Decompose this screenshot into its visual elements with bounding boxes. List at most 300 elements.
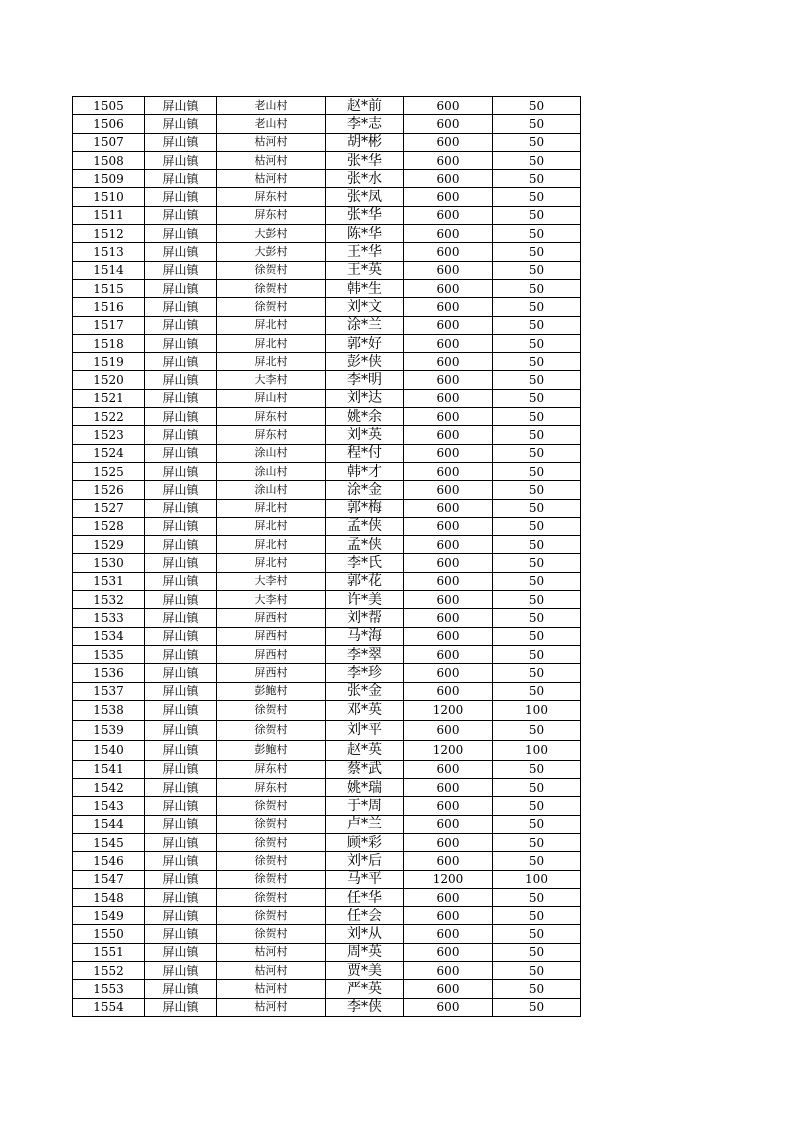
town-cell: 屏山镇 <box>145 700 217 720</box>
id-cell: 1533 <box>73 609 145 627</box>
village-cell: 徐贺村 <box>217 852 326 870</box>
village-cell: 枯河村 <box>217 962 326 980</box>
amount-cell: 600 <box>404 797 493 815</box>
table-row <box>73 426 581 444</box>
id-cell: 1541 <box>73 760 145 778</box>
village-cell: 屏东村 <box>217 206 326 224</box>
subsidy-cell: 50 <box>493 97 581 115</box>
subsidy-cell: 50 <box>493 115 581 133</box>
name-cell: 李*翠 <box>326 645 404 663</box>
id-cell: 1509 <box>73 170 145 188</box>
village-cell: 屏东村 <box>217 760 326 778</box>
village-cell: 徐贺村 <box>217 925 326 943</box>
town-cell: 屏山镇 <box>145 779 217 797</box>
table-row <box>73 700 581 720</box>
village-cell: 涂山村 <box>217 462 326 480</box>
table-row <box>73 334 581 352</box>
table-row <box>73 536 581 554</box>
village-cell: 枯河村 <box>217 170 326 188</box>
name-cell: 刘*文 <box>326 298 404 316</box>
subsidy-cell: 50 <box>493 852 581 870</box>
id-cell: 1526 <box>73 481 145 499</box>
table-row <box>73 353 581 371</box>
id-cell: 1517 <box>73 316 145 334</box>
name-cell: 任*华 <box>326 888 404 906</box>
town-cell: 屏山镇 <box>145 225 217 243</box>
name-cell: 任*会 <box>326 907 404 925</box>
table-row <box>73 925 581 943</box>
table-row <box>73 225 581 243</box>
name-cell: 刘*从 <box>326 925 404 943</box>
town-cell: 屏山镇 <box>145 298 217 316</box>
village-cell: 屏西村 <box>217 609 326 627</box>
name-cell: 王*英 <box>326 261 404 279</box>
subsidy-cell: 50 <box>493 353 581 371</box>
amount-cell: 600 <box>404 682 493 700</box>
id-cell: 1553 <box>73 980 145 998</box>
village-cell: 大李村 <box>217 591 326 609</box>
town-cell: 屏山镇 <box>145 591 217 609</box>
village-cell: 屏北村 <box>217 554 326 572</box>
name-cell: 郭*梅 <box>326 499 404 517</box>
subsidy-cell: 50 <box>493 133 581 151</box>
village-cell: 屏东村 <box>217 408 326 426</box>
amount-cell: 600 <box>404 188 493 206</box>
village-cell: 彭鲍村 <box>217 682 326 700</box>
subsidy-cell: 100 <box>493 740 581 760</box>
amount-cell: 600 <box>404 925 493 943</box>
table-row <box>73 206 581 224</box>
table-row <box>73 980 581 998</box>
amount-cell: 600 <box>404 316 493 334</box>
id-cell: 1542 <box>73 779 145 797</box>
id-cell: 1521 <box>73 389 145 407</box>
subsidy-cell: 50 <box>493 170 581 188</box>
amount-cell: 600 <box>404 261 493 279</box>
id-cell: 1506 <box>73 115 145 133</box>
subsidy-cell: 50 <box>493 536 581 554</box>
name-cell: 顾*彩 <box>326 833 404 851</box>
amount-cell: 600 <box>404 225 493 243</box>
town-cell: 屏山镇 <box>145 852 217 870</box>
village-cell: 屏北村 <box>217 316 326 334</box>
table-row <box>73 870 581 888</box>
amount-cell: 600 <box>404 980 493 998</box>
town-cell: 屏山镇 <box>145 907 217 925</box>
table-row <box>73 998 581 1016</box>
id-cell: 1515 <box>73 279 145 297</box>
name-cell: 李*明 <box>326 371 404 389</box>
village-cell: 大李村 <box>217 371 326 389</box>
table-row <box>73 664 581 682</box>
town-cell: 屏山镇 <box>145 554 217 572</box>
amount-cell: 600 <box>404 170 493 188</box>
village-cell: 老山村 <box>217 115 326 133</box>
village-cell: 老山村 <box>217 97 326 115</box>
name-cell: 贾*美 <box>326 962 404 980</box>
table-row <box>73 720 581 740</box>
village-cell: 屏北村 <box>217 334 326 352</box>
town-cell: 屏山镇 <box>145 962 217 980</box>
village-cell: 涂山村 <box>217 444 326 462</box>
village-cell: 徐贺村 <box>217 261 326 279</box>
town-cell: 屏山镇 <box>145 151 217 169</box>
id-cell: 1524 <box>73 444 145 462</box>
amount-cell: 600 <box>404 572 493 590</box>
id-cell: 1518 <box>73 334 145 352</box>
name-cell: 张*金 <box>326 682 404 700</box>
subsidy-cell: 50 <box>493 243 581 261</box>
table-row <box>73 554 581 572</box>
table-row <box>73 316 581 334</box>
id-cell: 1529 <box>73 536 145 554</box>
amount-cell: 600 <box>404 554 493 572</box>
village-cell: 枯河村 <box>217 133 326 151</box>
name-cell: 陈*华 <box>326 225 404 243</box>
id-cell: 1546 <box>73 852 145 870</box>
name-cell: 刘*平 <box>326 720 404 740</box>
town-cell: 屏山镇 <box>145 334 217 352</box>
subsidy-cell: 50 <box>493 907 581 925</box>
id-cell: 1525 <box>73 462 145 480</box>
name-cell: 周*英 <box>326 943 404 961</box>
village-cell: 彭鲍村 <box>217 740 326 760</box>
name-cell: 卢*兰 <box>326 815 404 833</box>
subsidy-cell: 50 <box>493 720 581 740</box>
amount-cell: 600 <box>404 371 493 389</box>
village-cell: 屏东村 <box>217 426 326 444</box>
subsidy-cell: 50 <box>493 371 581 389</box>
village-cell: 枯河村 <box>217 980 326 998</box>
name-cell: 刘*达 <box>326 389 404 407</box>
name-cell: 马*平 <box>326 870 404 888</box>
name-cell: 韩*生 <box>326 279 404 297</box>
town-cell: 屏山镇 <box>145 97 217 115</box>
name-cell: 刘*帮 <box>326 609 404 627</box>
amount-cell: 600 <box>404 499 493 517</box>
village-cell: 枯河村 <box>217 943 326 961</box>
name-cell: 马*海 <box>326 627 404 645</box>
name-cell: 于*周 <box>326 797 404 815</box>
id-cell: 1538 <box>73 700 145 720</box>
town-cell: 屏山镇 <box>145 664 217 682</box>
amount-cell: 600 <box>404 408 493 426</box>
amount-cell: 600 <box>404 779 493 797</box>
id-cell: 1548 <box>73 888 145 906</box>
town-cell: 屏山镇 <box>145 133 217 151</box>
table-row <box>73 517 581 535</box>
amount-cell: 600 <box>404 645 493 663</box>
subsidy-cell: 50 <box>493 815 581 833</box>
subsidy-cell: 50 <box>493 444 581 462</box>
subsidy-cell: 50 <box>493 833 581 851</box>
amount-cell: 600 <box>404 536 493 554</box>
subsidy-cell: 50 <box>493 645 581 663</box>
id-cell: 1552 <box>73 962 145 980</box>
village-cell: 屏东村 <box>217 779 326 797</box>
table-row <box>73 943 581 961</box>
subsidy-cell: 50 <box>493 462 581 480</box>
subsidy-cell: 50 <box>493 426 581 444</box>
amount-cell: 600 <box>404 962 493 980</box>
table-row <box>73 609 581 627</box>
subsidy-cell: 50 <box>493 943 581 961</box>
name-cell: 彭*侠 <box>326 353 404 371</box>
table-row <box>73 444 581 462</box>
id-cell: 1536 <box>73 664 145 682</box>
village-cell: 屏东村 <box>217 188 326 206</box>
name-cell: 孟*侠 <box>326 536 404 554</box>
id-cell: 1537 <box>73 682 145 700</box>
town-cell: 屏山镇 <box>145 815 217 833</box>
town-cell: 屏山镇 <box>145 444 217 462</box>
town-cell: 屏山镇 <box>145 243 217 261</box>
subsidy-cell: 50 <box>493 389 581 407</box>
id-cell: 1507 <box>73 133 145 151</box>
amount-cell: 600 <box>404 279 493 297</box>
amount-cell: 600 <box>404 627 493 645</box>
data-table <box>72 96 581 1017</box>
table-row <box>73 243 581 261</box>
name-cell: 张*华 <box>326 206 404 224</box>
amount-cell: 600 <box>404 888 493 906</box>
id-cell: 1530 <box>73 554 145 572</box>
town-cell: 屏山镇 <box>145 481 217 499</box>
amount-cell: 600 <box>404 389 493 407</box>
village-cell: 大李村 <box>217 572 326 590</box>
name-cell: 邓*英 <box>326 700 404 720</box>
town-cell: 屏山镇 <box>145 627 217 645</box>
village-cell: 徐贺村 <box>217 720 326 740</box>
id-cell: 1554 <box>73 998 145 1016</box>
id-cell: 1519 <box>73 353 145 371</box>
id-cell: 1531 <box>73 572 145 590</box>
name-cell: 郭*好 <box>326 334 404 352</box>
table-row <box>73 170 581 188</box>
village-cell: 屏西村 <box>217 627 326 645</box>
id-cell: 1532 <box>73 591 145 609</box>
village-cell: 徐贺村 <box>217 279 326 297</box>
table-row <box>73 261 581 279</box>
subsidy-cell: 50 <box>493 760 581 778</box>
amount-cell: 600 <box>404 760 493 778</box>
town-cell: 屏山镇 <box>145 572 217 590</box>
amount-cell: 600 <box>404 151 493 169</box>
table-row <box>73 389 581 407</box>
name-cell: 韩*才 <box>326 462 404 480</box>
town-cell: 屏山镇 <box>145 998 217 1016</box>
amount-cell: 600 <box>404 133 493 151</box>
village-cell: 大彭村 <box>217 225 326 243</box>
name-cell: 张*华 <box>326 151 404 169</box>
amount-cell: 600 <box>404 298 493 316</box>
town-cell: 屏山镇 <box>145 170 217 188</box>
town-cell: 屏山镇 <box>145 536 217 554</box>
village-cell: 徐贺村 <box>217 700 326 720</box>
id-cell: 1510 <box>73 188 145 206</box>
name-cell: 李*珍 <box>326 664 404 682</box>
subsidy-cell: 50 <box>493 206 581 224</box>
name-cell: 蔡*武 <box>326 760 404 778</box>
subsidy-cell: 50 <box>493 980 581 998</box>
town-cell: 屏山镇 <box>145 517 217 535</box>
village-cell: 屏北村 <box>217 499 326 517</box>
town-cell: 屏山镇 <box>145 426 217 444</box>
amount-cell: 600 <box>404 591 493 609</box>
subsidy-cell: 50 <box>493 225 581 243</box>
amount-cell: 600 <box>404 115 493 133</box>
amount-cell: 600 <box>404 833 493 851</box>
town-cell: 屏山镇 <box>145 371 217 389</box>
subsidy-cell: 50 <box>493 779 581 797</box>
subsidy-cell: 50 <box>493 298 581 316</box>
table-row <box>73 462 581 480</box>
subsidy-cell: 50 <box>493 962 581 980</box>
subsidy-cell: 50 <box>493 481 581 499</box>
town-cell: 屏山镇 <box>145 943 217 961</box>
table-row <box>73 833 581 851</box>
amount-cell: 600 <box>404 243 493 261</box>
subsidy-cell: 50 <box>493 591 581 609</box>
name-cell: 郭*花 <box>326 572 404 590</box>
village-cell: 屏北村 <box>217 517 326 535</box>
table-row <box>73 888 581 906</box>
village-cell: 屏西村 <box>217 645 326 663</box>
id-cell: 1512 <box>73 225 145 243</box>
amount-cell: 600 <box>404 481 493 499</box>
subsidy-cell: 50 <box>493 316 581 334</box>
amount-cell: 600 <box>404 815 493 833</box>
amount-cell: 600 <box>404 353 493 371</box>
table-row <box>73 962 581 980</box>
table-row <box>73 591 581 609</box>
town-cell: 屏山镇 <box>145 353 217 371</box>
id-cell: 1513 <box>73 243 145 261</box>
table-row <box>73 408 581 426</box>
table-row <box>73 572 581 590</box>
id-cell: 1543 <box>73 797 145 815</box>
amount-cell: 1200 <box>404 870 493 888</box>
table-row <box>73 371 581 389</box>
subsidy-cell: 50 <box>493 151 581 169</box>
name-cell: 王*华 <box>326 243 404 261</box>
town-cell: 屏山镇 <box>145 720 217 740</box>
amount-cell: 600 <box>404 97 493 115</box>
id-cell: 1523 <box>73 426 145 444</box>
table-row <box>73 627 581 645</box>
subsidy-cell: 50 <box>493 499 581 517</box>
town-cell: 屏山镇 <box>145 279 217 297</box>
village-cell: 涂山村 <box>217 481 326 499</box>
id-cell: 1522 <box>73 408 145 426</box>
subsidy-cell: 50 <box>493 888 581 906</box>
town-cell: 屏山镇 <box>145 888 217 906</box>
id-cell: 1527 <box>73 499 145 517</box>
town-cell: 屏山镇 <box>145 797 217 815</box>
amount-cell: 600 <box>404 943 493 961</box>
village-cell: 徐贺村 <box>217 815 326 833</box>
subsidy-cell: 50 <box>493 334 581 352</box>
amount-cell: 600 <box>404 720 493 740</box>
name-cell: 刘*后 <box>326 852 404 870</box>
town-cell: 屏山镇 <box>145 408 217 426</box>
town-cell: 屏山镇 <box>145 188 217 206</box>
amount-cell: 600 <box>404 852 493 870</box>
id-cell: 1508 <box>73 151 145 169</box>
village-cell: 徐贺村 <box>217 870 326 888</box>
id-cell: 1520 <box>73 371 145 389</box>
id-cell: 1550 <box>73 925 145 943</box>
amount-cell: 600 <box>404 206 493 224</box>
name-cell: 赵*英 <box>326 740 404 760</box>
town-cell: 屏山镇 <box>145 980 217 998</box>
subsidy-cell: 50 <box>493 554 581 572</box>
table-row <box>73 499 581 517</box>
name-cell: 李*志 <box>326 115 404 133</box>
table-row <box>73 797 581 815</box>
village-cell: 屏山村 <box>217 389 326 407</box>
town-cell: 屏山镇 <box>145 682 217 700</box>
amount-cell: 600 <box>404 609 493 627</box>
subsidy-cell: 100 <box>493 870 581 888</box>
id-cell: 1534 <box>73 627 145 645</box>
table-row <box>73 760 581 778</box>
town-cell: 屏山镇 <box>145 645 217 663</box>
amount-cell: 600 <box>404 998 493 1016</box>
town-cell: 屏山镇 <box>145 261 217 279</box>
town-cell: 屏山镇 <box>145 925 217 943</box>
id-cell: 1551 <box>73 943 145 961</box>
town-cell: 屏山镇 <box>145 316 217 334</box>
table-row <box>73 279 581 297</box>
subsidy-cell: 50 <box>493 517 581 535</box>
id-cell: 1549 <box>73 907 145 925</box>
town-cell: 屏山镇 <box>145 462 217 480</box>
table-row <box>73 115 581 133</box>
subsidy-cell: 50 <box>493 408 581 426</box>
name-cell: 孟*侠 <box>326 517 404 535</box>
subsidy-cell: 50 <box>493 797 581 815</box>
name-cell: 张*凤 <box>326 188 404 206</box>
name-cell: 涂*金 <box>326 481 404 499</box>
name-cell: 李*侠 <box>326 998 404 1016</box>
id-cell: 1516 <box>73 298 145 316</box>
name-cell: 李*氏 <box>326 554 404 572</box>
id-cell: 1544 <box>73 815 145 833</box>
subsidy-cell: 50 <box>493 998 581 1016</box>
name-cell: 赵*前 <box>326 97 404 115</box>
town-cell: 屏山镇 <box>145 115 217 133</box>
name-cell: 刘*英 <box>326 426 404 444</box>
amount-cell: 600 <box>404 664 493 682</box>
amount-cell: 600 <box>404 444 493 462</box>
table-row <box>73 188 581 206</box>
town-cell: 屏山镇 <box>145 833 217 851</box>
table-row <box>73 907 581 925</box>
name-cell: 许*美 <box>326 591 404 609</box>
amount-cell: 1200 <box>404 740 493 760</box>
town-cell: 屏山镇 <box>145 740 217 760</box>
village-cell: 大彭村 <box>217 243 326 261</box>
name-cell: 姚*余 <box>326 408 404 426</box>
amount-cell: 600 <box>404 426 493 444</box>
table-row <box>73 97 581 115</box>
subsidy-cell: 50 <box>493 279 581 297</box>
table-row <box>73 852 581 870</box>
subsidy-cell: 50 <box>493 627 581 645</box>
subsidy-cell: 100 <box>493 700 581 720</box>
town-cell: 屏山镇 <box>145 760 217 778</box>
